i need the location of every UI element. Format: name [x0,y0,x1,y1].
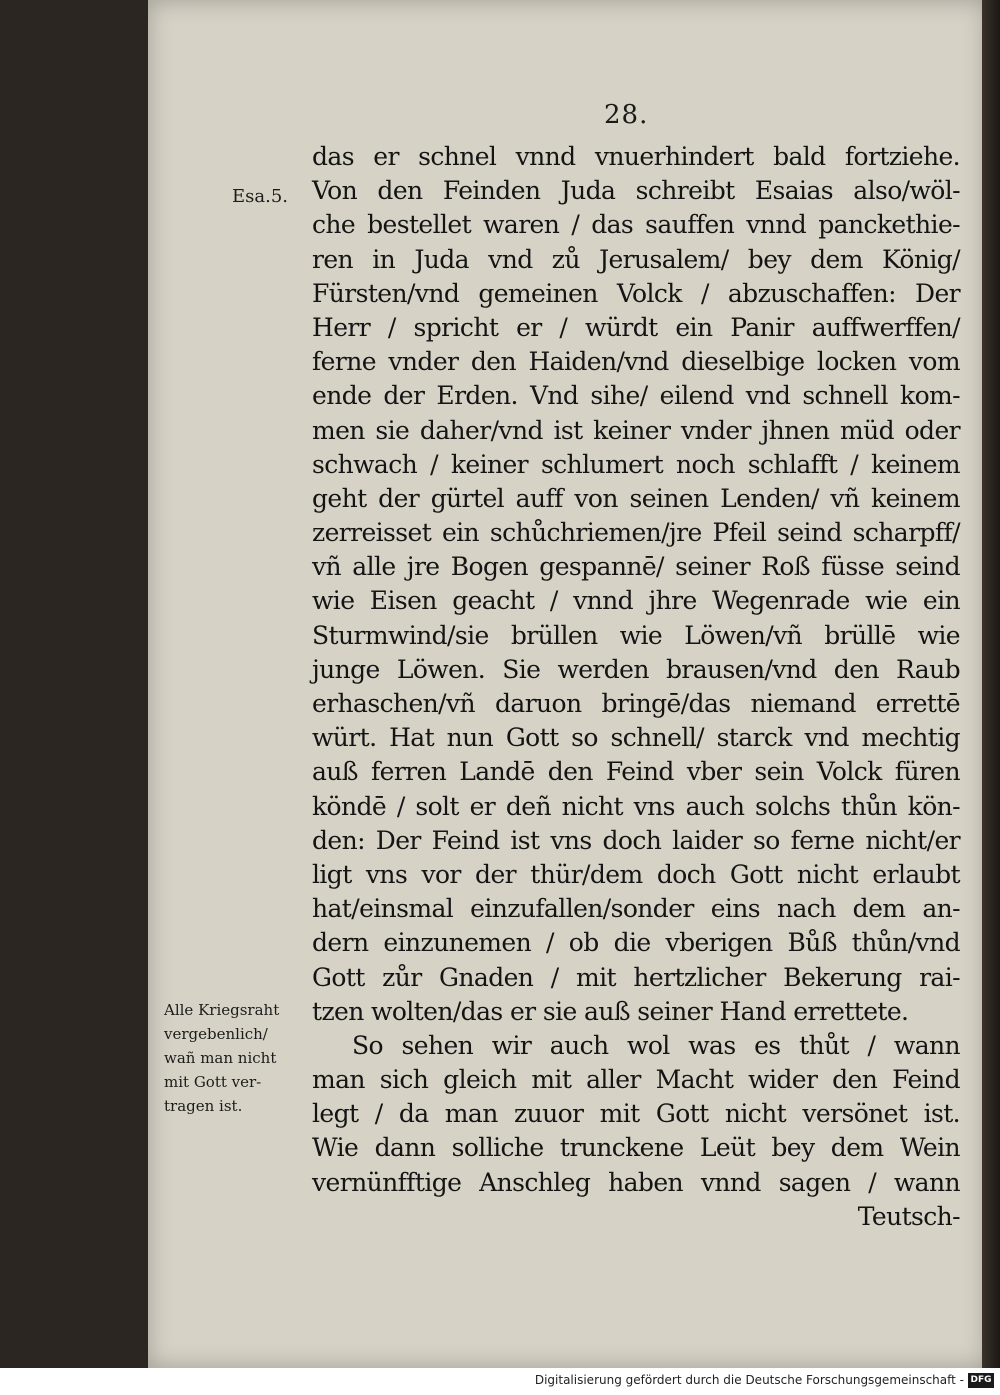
text-line: legt / da man zuuor mit Gott nicht versönet ist. [312,1099,960,1129]
text-line: man sich gleich mit aller Macht wider den Feind [312,1065,960,1095]
marginal-note-line: mit Gott ver- [164,1073,262,1091]
text-line: Herr / spricht er / würdt ein Panir auffwerffen/ [312,312,960,342]
dfg-logo: DFG [968,1373,994,1388]
text-line: Fürsten/vnd gemeinen Volck / abzuschaffen: Der [312,278,960,308]
text-line: wie Eisen geacht / vnnd jhre Wegenrade wie ein [312,586,960,616]
text-line: vernünfftige Anschleg haben vnnd sagen / wann [312,1167,960,1197]
catchword: Teutsch- [857,1201,960,1231]
marginal-note-line: Alle Kriegsraht [164,1001,280,1019]
text-line: geht der gürtel auff von seinen Lenden/ vñ keinem [312,483,960,513]
text-line: junge Löwen. Sie werden brausen/vnd den Raub [312,654,960,684]
marginal-note [164,998,279,1118]
text-line: schwach / keiner schlumert noch schlafft / keinem [312,449,960,479]
marginal-note-line: vergebenlich/ [164,1025,268,1043]
text-line: ren in Juda vnd zů Jerusalem/ bey dem König/ [312,244,960,274]
marginal-note-line: wañ man nicht [164,1049,277,1067]
text-line: ende der Erden. Vnd sihe/ eilend vnd schnell kom- [312,381,960,411]
text-line: Wie dann solliche trunckene Leüt bey dem Wein [312,1133,960,1163]
text-line: tzen wolten/das er sie auß seiner Hand errettete. [312,996,909,1026]
text-line: ferne vnder den Haiden/vnd dieselbige locken vom [312,347,960,377]
text-line: che bestellet waren / das sauffen vnnd panckethie- [312,210,960,240]
text-line: köndē / solt er deñ nicht vns auch solchs thůn kön- [312,791,960,821]
text-line: Sturmwind/sie brüllen wie Löwen/vñ brüllē wie [312,620,960,650]
text-line: hat/einsmal einzufallen/sonder eins nach dem an- [312,894,960,924]
text-line: den: Der Feind ist vns doch laider so ferne nicht/er [312,825,960,855]
page-edge [982,0,1000,1368]
marginal-note-line: tragen ist. [164,1097,243,1115]
text-line: zerreisset ein schůchriemen/jre Pfeil seind scharpff/ [312,518,960,548]
body-text [312,140,960,1234]
text-line: dern einzunemen / ob die vberigen Bůß thůn/vnd [312,928,960,958]
footer [0,1368,1000,1395]
text-line: ligt vns vor der thür/dem doch Gott nicht erlaubt [312,859,960,889]
text-line: Von den Feinden Juda schreibt Esaias also/wöl- [312,176,960,206]
text-line: So sehen wir auch wol was es thůt / wann [352,1030,960,1060]
marginal-reference: Esa.5. [232,186,289,207]
text-line: das er schnel vnnd vnuerhindert bald fortziehe. [312,142,960,171]
text-line: Gott zůr Gnaden / mit hertzlicher Bekerung rai- [312,962,960,992]
text-line: auß ferren Landē den Feind vber sein Volck füren [312,757,960,787]
text-line: men sie daher/vnd ist keiner vnder jhnen müd oder [312,415,960,445]
text-line: würt. Hat nun Gott so schnell/ starck vnd mechtig [312,723,960,753]
page-number: 28. [604,100,649,130]
footer-credit: Digitalisierung gefördert durch die Deutsche Forschungsgemeinschaft - [534,1373,964,1387]
text-line: erhaschen/vñ daruon bringē/das niemand errettē [312,689,960,718]
text-line: vñ alle jre Bogen gespannē/ seiner Roß füsse seind [312,552,960,582]
